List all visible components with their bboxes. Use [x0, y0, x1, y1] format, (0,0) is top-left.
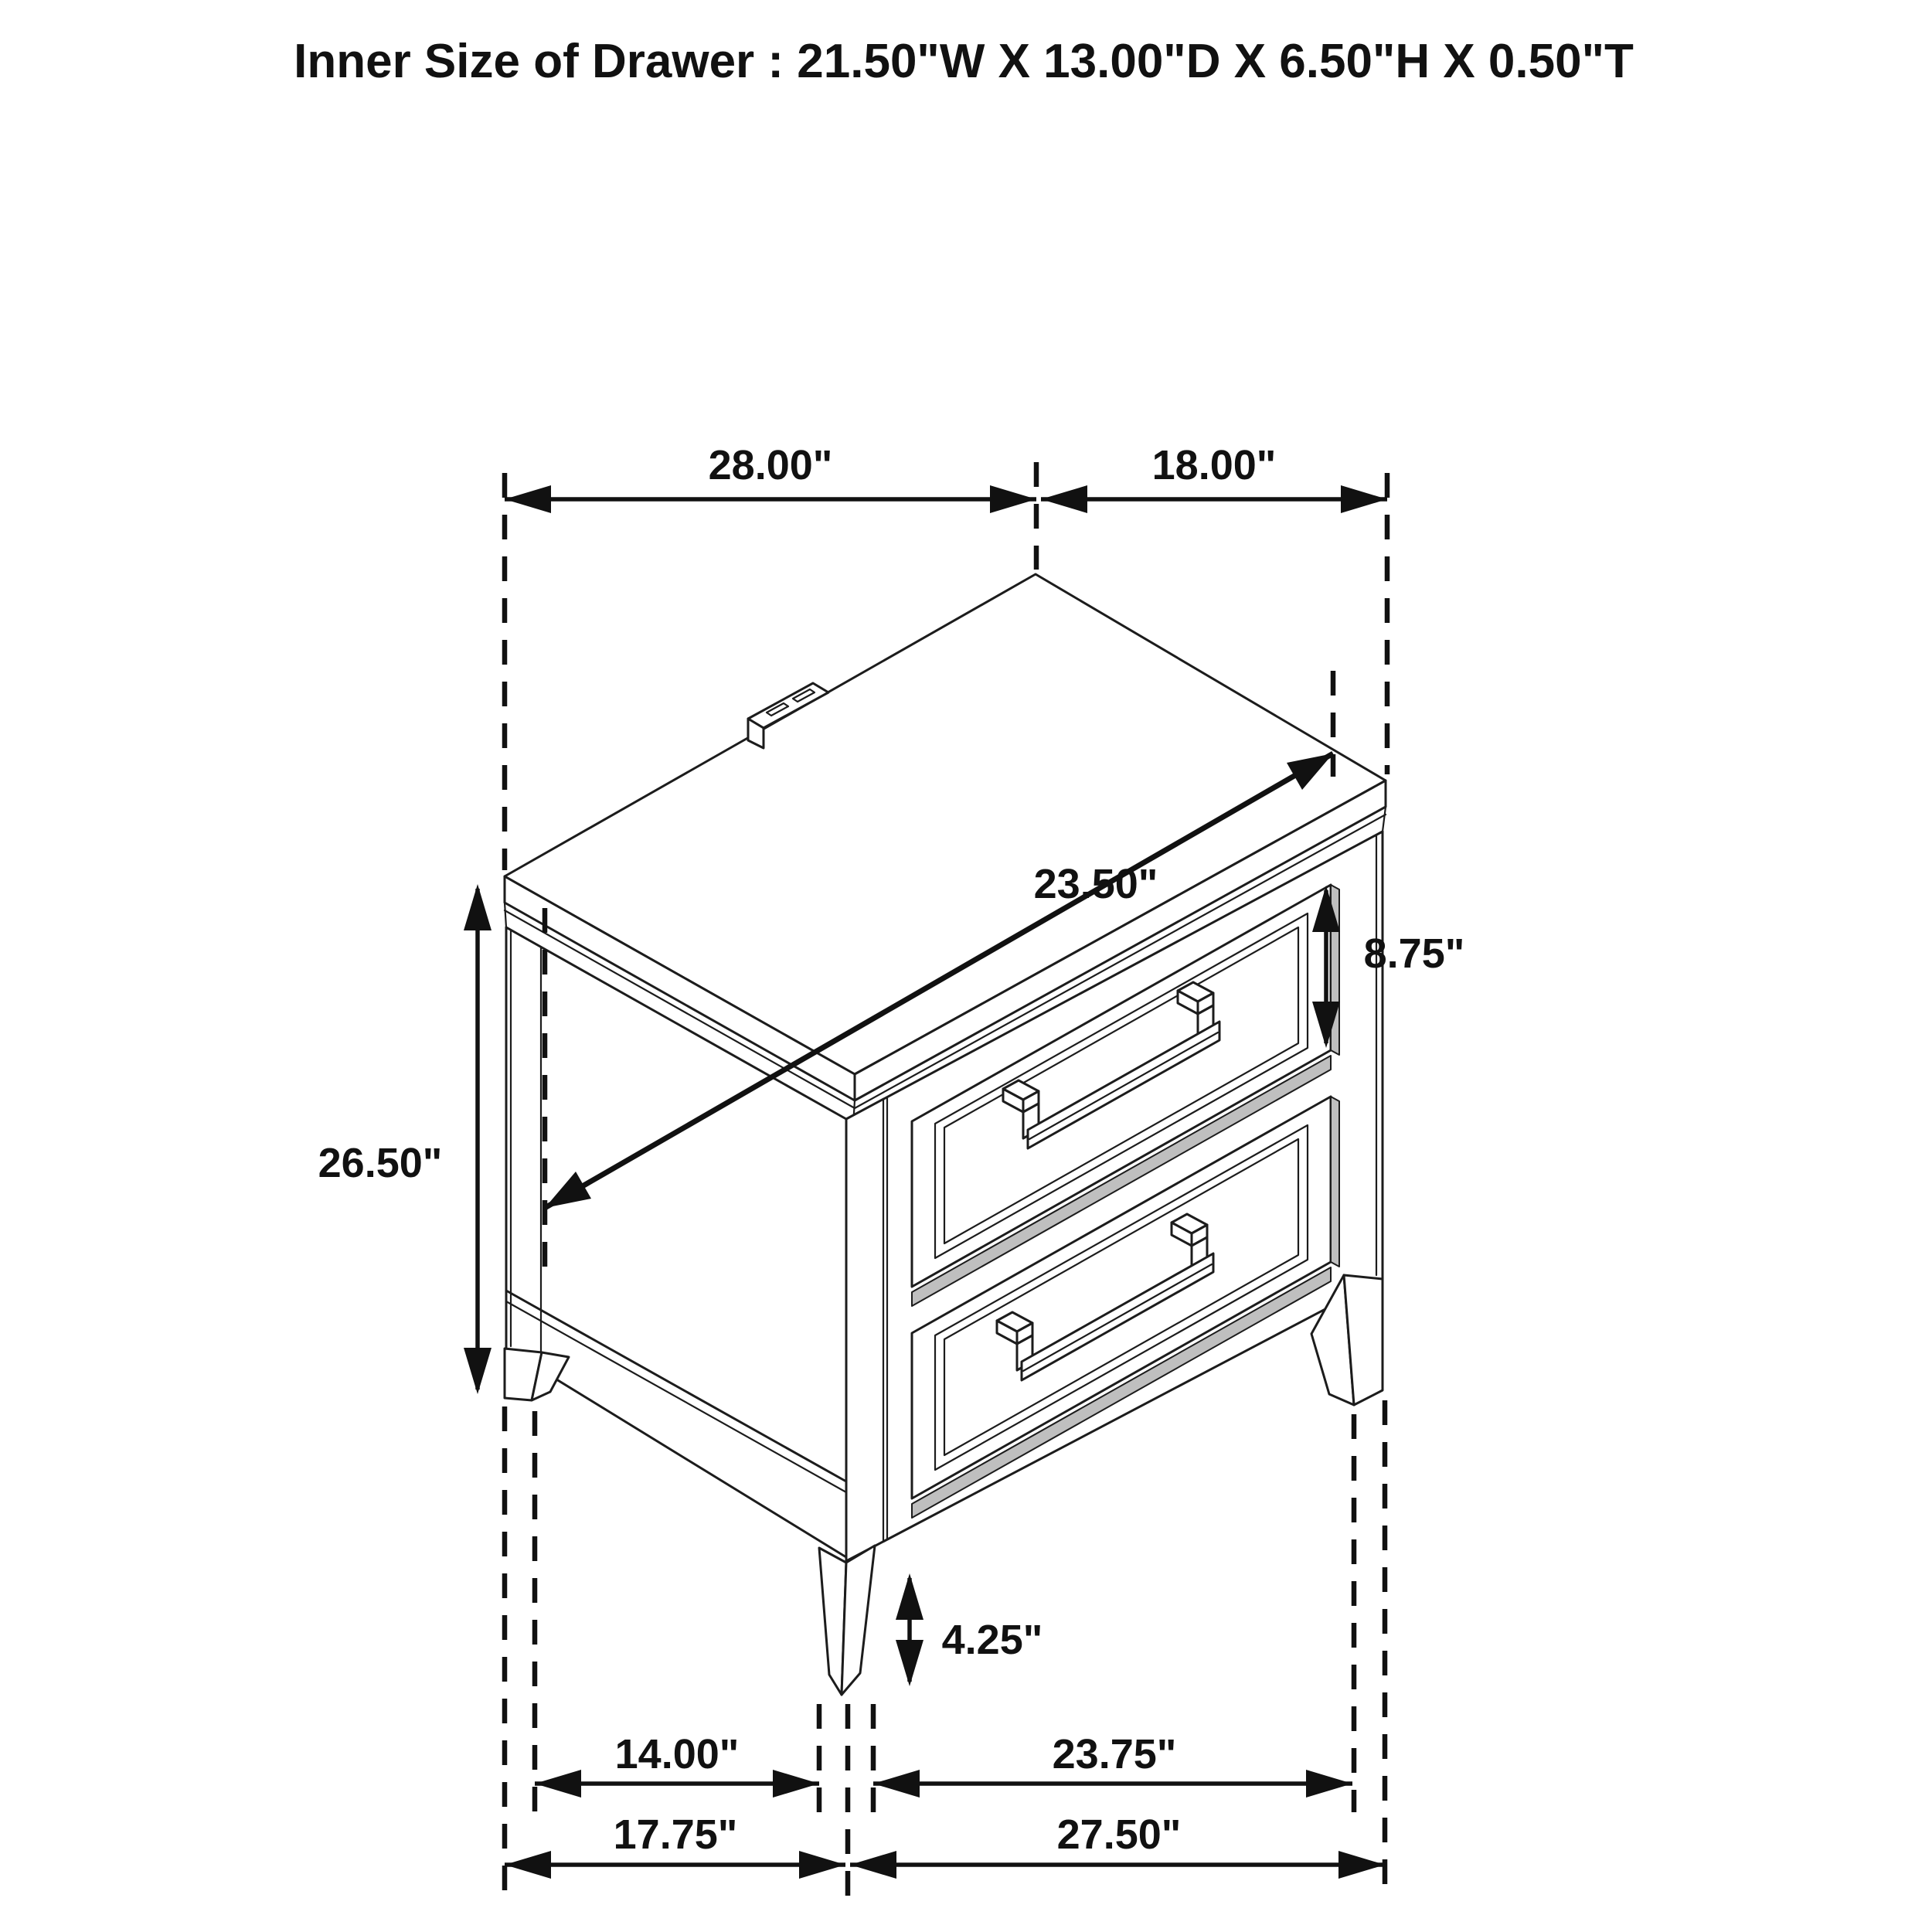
arrowhead-right-icon — [773, 1770, 819, 1798]
dim-top-depth — [1041, 442, 1387, 513]
dim-bottom-inner-left — [535, 1731, 819, 1798]
drawer-2-edge-band — [1331, 1097, 1339, 1267]
dim-bottom-inner-right — [873, 1731, 1352, 1798]
arrowhead-left-icon — [505, 1851, 551, 1879]
dim-bottom-inner-left-label: 14.00" — [614, 1731, 740, 1777]
dim-bottom-outer-right-label: 27.50" — [1056, 1811, 1182, 1858]
left-leg — [505, 1349, 569, 1400]
dim-bottom-outer-left-label: 17.75" — [613, 1811, 738, 1858]
arrowhead-right-icon — [1306, 1770, 1352, 1798]
dim-leg-height — [896, 1573, 1043, 1686]
dim-drawer-height-label: 8.75" — [1363, 930, 1465, 977]
arrowhead-down-icon — [896, 1640, 923, 1686]
dim-leg-height-label: 4.25" — [941, 1617, 1043, 1663]
front-leg-right-face — [842, 1546, 875, 1695]
arrowhead-right-icon — [799, 1851, 845, 1879]
dim-top-diagonal-label: 23.50" — [1033, 861, 1158, 907]
arrowhead-left-icon — [850, 1851, 896, 1879]
arrowhead-down-icon — [464, 1348, 492, 1394]
arrowhead-up-icon — [896, 1573, 923, 1620]
arrowhead-left-icon — [873, 1770, 920, 1798]
page-title: Inner Size of Drawer : 21.50"W X 13.00"D X 6.50"H X 0.50"T — [294, 35, 1634, 88]
dim-top-width-label: 28.00" — [708, 442, 833, 488]
arrowhead-right-icon — [1338, 1851, 1385, 1879]
arrowhead-up-icon — [464, 884, 492, 930]
arrowhead-left-icon — [505, 485, 551, 513]
front-leg — [819, 1546, 875, 1695]
arrowhead-left-icon — [1041, 485, 1087, 513]
nightstand — [505, 574, 1386, 1695]
dim-bottom-inner-right-label: 23.75" — [1052, 1731, 1177, 1777]
dim-overall-height — [318, 884, 492, 1394]
dim-bottom-outer-left — [505, 1811, 845, 1879]
dim-bottom-outer-right — [850, 1811, 1385, 1879]
arrowhead-left-icon — [535, 1770, 581, 1798]
dim-overall-height-label: 26.50" — [318, 1140, 443, 1186]
arrowhead-right-icon — [990, 485, 1036, 513]
dim-top-width — [505, 442, 1036, 513]
dim-top-depth-label: 18.00" — [1151, 442, 1277, 488]
arrowhead-right-icon — [1341, 485, 1387, 513]
